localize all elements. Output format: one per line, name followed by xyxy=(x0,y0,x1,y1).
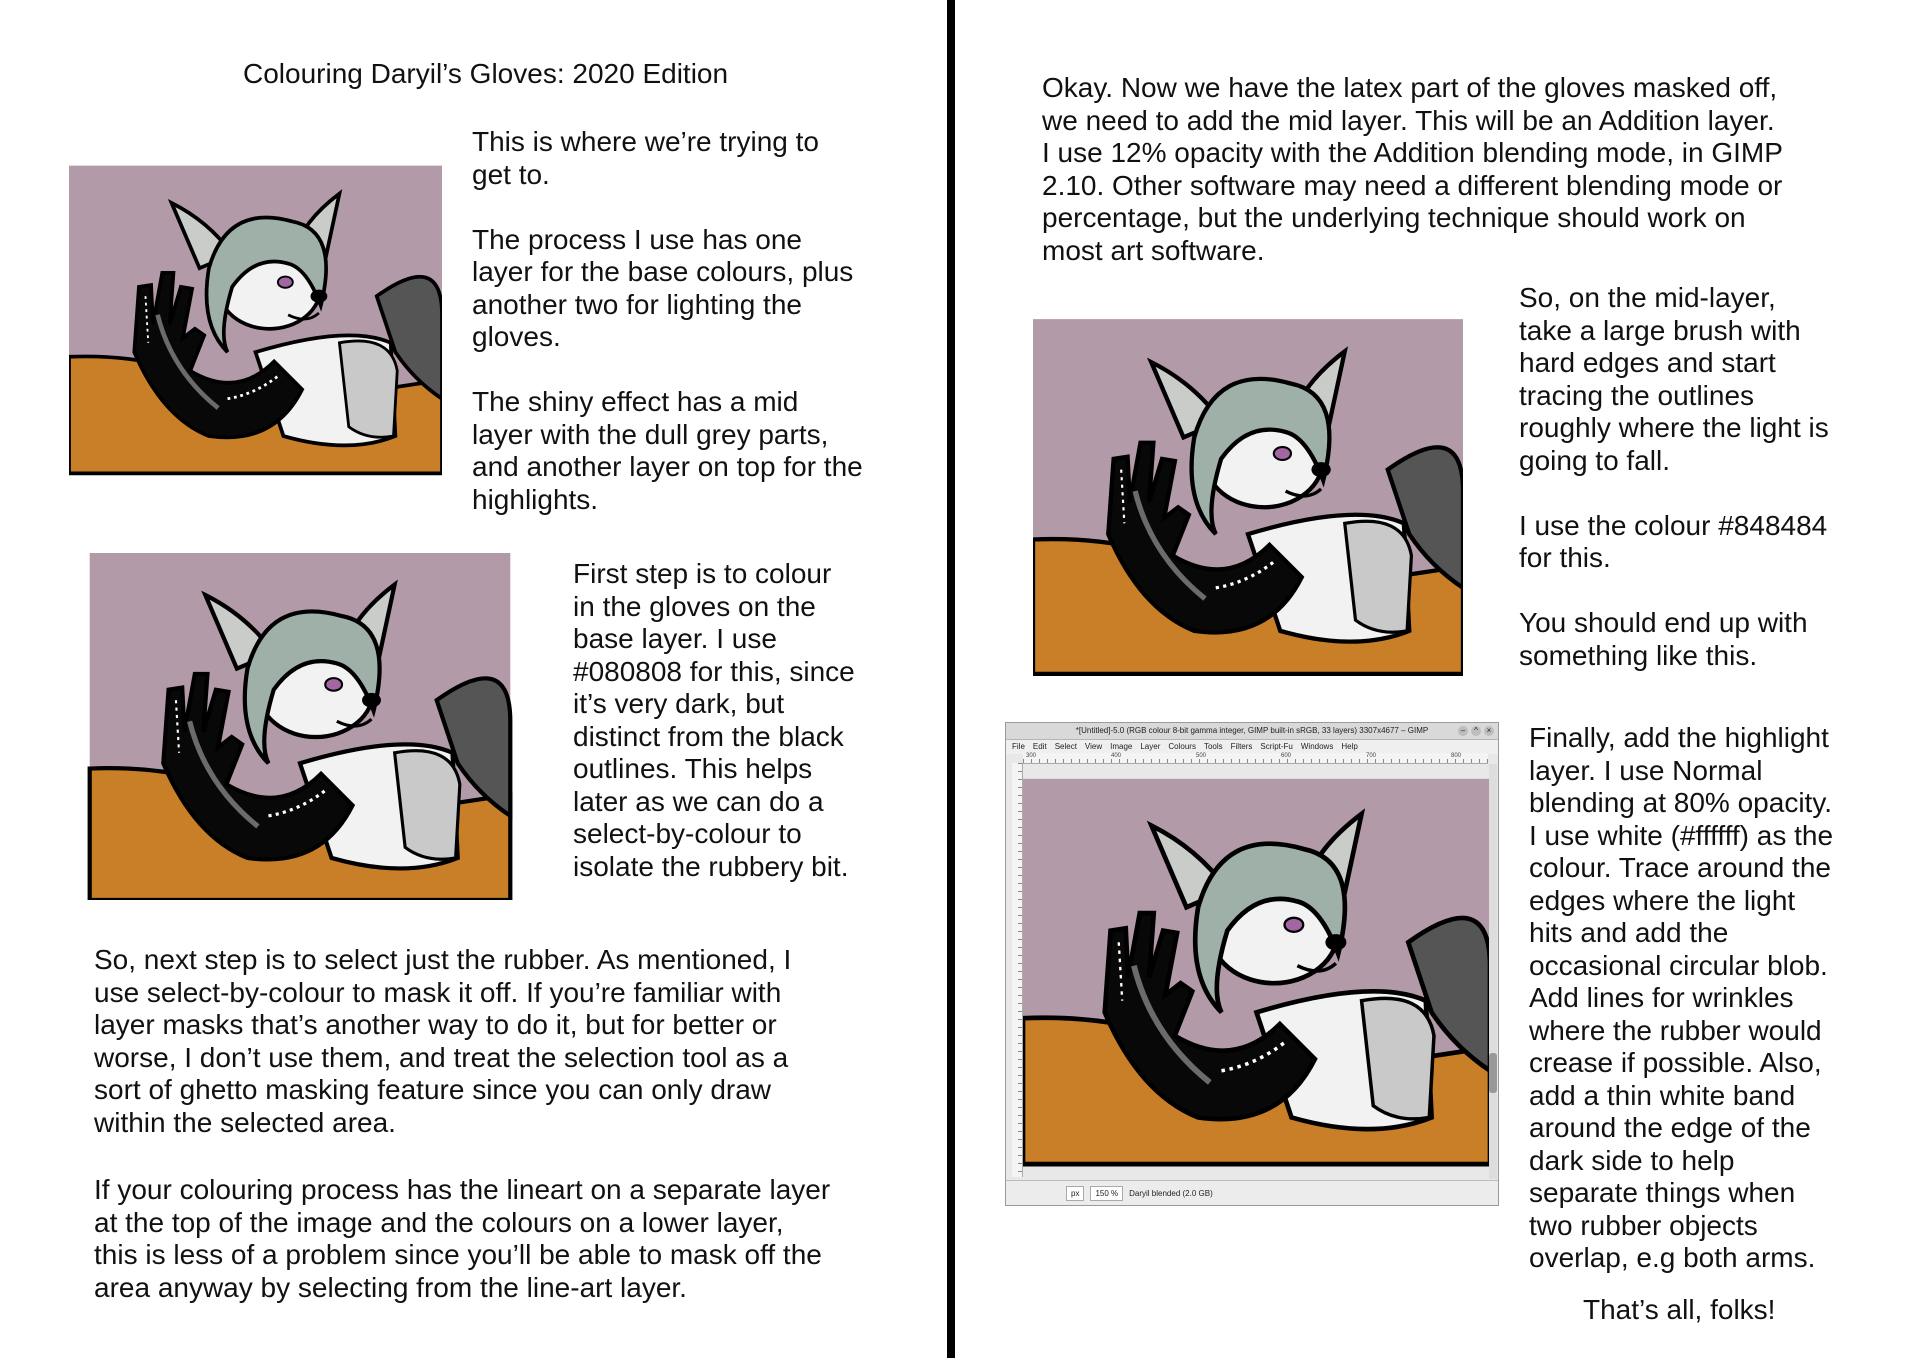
menu-view[interactable]: View xyxy=(1084,742,1103,751)
ruler-label: 300 xyxy=(1026,753,1037,759)
gimp-titlebar xyxy=(1006,723,1498,740)
ruler-label: 800 xyxy=(1451,753,1462,759)
gimp-statusbar xyxy=(1006,1180,1498,1205)
highlight-paragraph: Finally, add the highlight layer. I use Normal blending at 80% opacity. I use white (#ffffff) as the colour. Trace around the edges where the light hits and add the occasional circular blob. Add lines for wrinkles where the rubber would crease if possible. Also, add a thin white band around the edge of the dark side to help separate things when two rubber objects overlap, e.g both arms. xyxy=(1529,722,1834,1273)
scrollbar-thumb[interactable] xyxy=(1489,1053,1497,1093)
vertical-ruler xyxy=(1012,763,1023,1177)
menu-file[interactable]: File xyxy=(1012,742,1025,751)
status-text: Daryil blended (2.0 GB) xyxy=(1129,1188,1213,1198)
menu-windows[interactable]: Windows xyxy=(1300,742,1334,751)
select-paragraph: So, next step is to select just the rubber. As mentioned, I use select-by-colour to mask it off. If you’re familiar with layer masks that’s another way to do it, but for better or worse, I don’t use them, and treat the selection tool as a sort of ghetto masking feature since you can only draw within the selected area. xyxy=(94,944,792,1138)
zoom-select[interactable]: 150 % xyxy=(1090,1186,1123,1201)
menu-script-fu[interactable]: Script-Fu xyxy=(1260,742,1293,751)
final-result-illustration xyxy=(69,130,442,509)
ruler-label: 700 xyxy=(1366,753,1377,759)
menu-layer[interactable]: Layer xyxy=(1140,742,1161,751)
ruler-label: 400 xyxy=(1111,753,1122,759)
gimp-menubar xyxy=(1006,740,1498,754)
mid-layer-illustration xyxy=(1033,286,1463,707)
menu-help[interactable]: Help xyxy=(1341,742,1358,751)
mid-layer-intro: Okay. Now we have the latex part of the gloves masked off, we need to add the mid layer. This will be an Addition layer. I use 12% opacity with the Addition blending mode, in GIMP 2.10. Other software may need a different blending mode or percentage, but the underlying technique should work on most art software. xyxy=(1042,72,1783,266)
gimp-window-screenshot xyxy=(1005,722,1499,1206)
unit-select[interactable]: px xyxy=(1066,1186,1084,1201)
gimp-canvas[interactable] xyxy=(1023,764,1490,1179)
lineart-paragraph: If your colouring process has the lineart on a separate layer at the top of the image and the colours on a lower layer, this is less of a problem since you’ll be able to mask off the area anyway by selecting from the line-art layer. xyxy=(94,1174,831,1303)
menu-image[interactable]: Image xyxy=(1110,742,1133,751)
page-divider xyxy=(947,0,955,1358)
maximize-icon[interactable]: ^ xyxy=(1471,726,1481,736)
mid-layer-steps: So, on the mid-layer, take a large brush with hard edges and start tracing the outlines roughly where the light is going to fall. I use the colour #848484 for this. You should end up with something like this. xyxy=(1519,282,1829,671)
menu-colours[interactable]: Colours xyxy=(1168,742,1196,751)
ruler-label: 600 xyxy=(1281,753,1292,759)
base-layer-illustration xyxy=(67,553,533,900)
menu-filters[interactable]: Filters xyxy=(1230,742,1253,751)
menu-tools[interactable]: Tools xyxy=(1203,742,1223,751)
intro-text: This is where we’re trying to get to. The process I use has one layer for the base colours, plus another two for lighting the gloves. The shiny effect has a mid layer with the dull grey parts, and another layer on top for the highlights. xyxy=(472,126,863,515)
vertical-scrollbar[interactable] xyxy=(1489,764,1497,1179)
step1-text: First step is to colour in the gloves on the base layer. I use #080808 for this, since it’s very dark, but distinct from the black outlines. This helps later as we can do a select-by-colour to isolate the rubbery bit. xyxy=(573,558,855,882)
minimize-icon[interactable]: – xyxy=(1458,726,1468,736)
page-title: Colouring Daryil’s Gloves: 2020 Edition xyxy=(243,58,729,89)
close-icon[interactable]: × xyxy=(1484,726,1494,736)
ruler-label: 500 xyxy=(1196,753,1207,759)
horizontal-ruler xyxy=(1023,753,1488,764)
menu-edit[interactable]: Edit xyxy=(1032,742,1047,751)
closing-text: That’s all, folks! xyxy=(1583,1294,1776,1325)
gimp-title: *[Untitled]-5.0 (RGB colour 8-bit gamma integer, GIMP built-in sRGB, 33 layers) 3307x4677 – GIMP xyxy=(1075,726,1429,735)
menu-select[interactable]: Select xyxy=(1054,742,1077,751)
